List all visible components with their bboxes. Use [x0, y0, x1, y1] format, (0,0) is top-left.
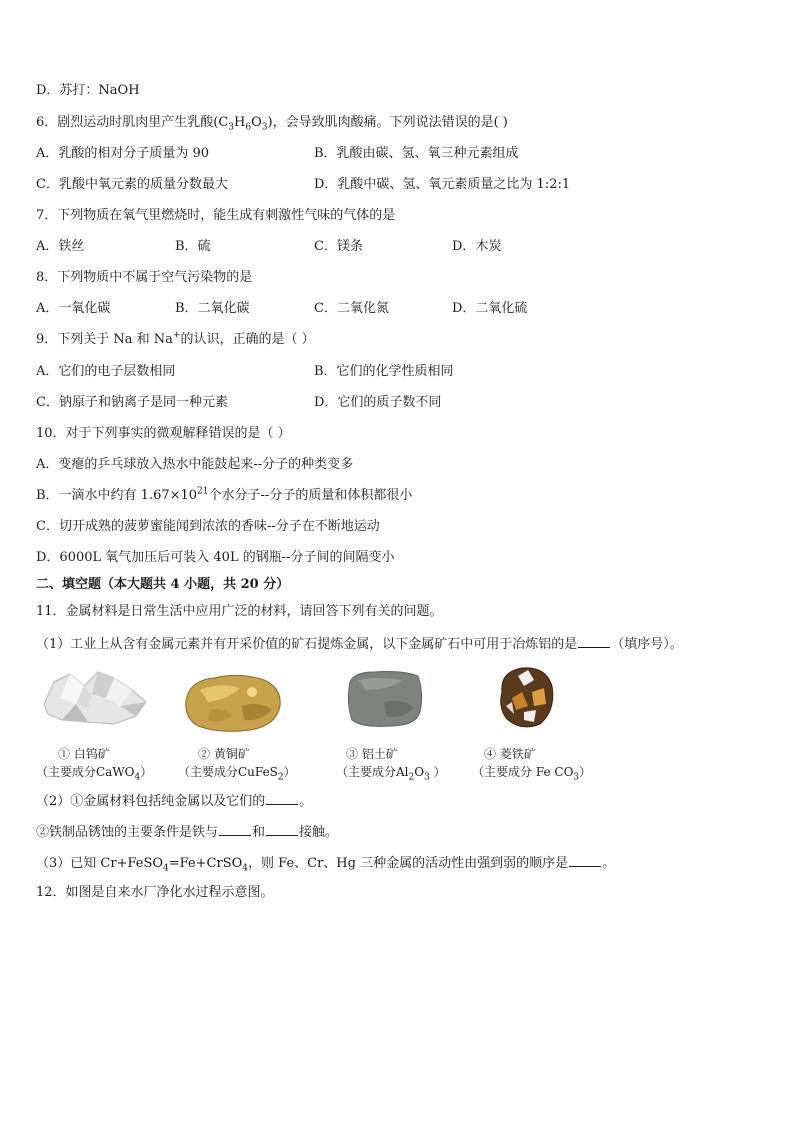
q10-option-d: D．6000L 氧气加压后可装入 40L 的钢瓶--分子间的间隔变小: [36, 550, 395, 565]
ore-name-2: ② 黄铜矿: [198, 747, 250, 761]
bauxite-image: [344, 668, 426, 730]
ore-formula-2: [178, 764, 296, 783]
q6-stem-part: O: [251, 115, 262, 130]
q10-stem: 10．对于下列事实的微观解释错误的是（ ）: [36, 426, 291, 441]
q9-stem: [36, 331, 315, 349]
q11-part2-text: 。: [299, 794, 313, 809]
q11-part2c-text: 和: [252, 825, 266, 840]
q11-part2: [36, 791, 312, 811]
q10-option-b-part: 个水分子--分子的质量和体积都很小: [208, 488, 413, 503]
answer-blank[interactable]: [578, 634, 610, 648]
q8-option-d: D．二氧化硫: [452, 301, 528, 316]
ore-formula-text: （主要成分CuFeS: [178, 765, 278, 779]
section-title: 二、填空题（本大题共 4 小题，共 20 分）: [36, 577, 290, 592]
q8-option-a: A．一氧化碳: [36, 301, 111, 316]
q8-stem: 8．下列物质中不属于空气污染物的是: [36, 270, 253, 285]
ore-formula-text: O: [414, 765, 425, 779]
q11-part2c-text: 接触。: [299, 825, 339, 840]
q11-stem: 11．金属材料是日常生活中应用广泛的材料，请回答下列有关的问题。: [36, 604, 443, 619]
q10-superscript: 21: [197, 486, 209, 497]
q9-option-c: C．钠原子和钠离子是同一种元素: [36, 395, 228, 410]
q10-option-c: C．切开成熟的菠萝蜜能闻到浓浓的香味--分子在不断地运动: [36, 519, 380, 534]
ore-formula-4: [472, 764, 592, 783]
answer-blank[interactable]: [266, 791, 298, 805]
ore-formula-sub: 3: [573, 772, 580, 783]
ore-formula-text: ）: [283, 765, 296, 779]
q6-stem: [36, 114, 508, 132]
ore-formula-text: （主要成分CaWO: [36, 765, 135, 779]
q11-part3-sub: 4: [242, 863, 249, 874]
q6-option-a: A．乳酸的相对分子质量为 90: [36, 146, 210, 161]
q11-part2c-text: ②铁制品锈蚀的主要条件是铁与: [36, 825, 219, 840]
ore-formula-sub: 2: [277, 772, 284, 783]
q6-option-d: D．乳酸中碳、氢、氧元素质量之比为 1:2:1: [314, 177, 571, 192]
ore-formula-sub: 2: [408, 772, 415, 783]
q11-part2-c: [36, 822, 338, 842]
ore-formula-text: ）: [579, 765, 592, 779]
ore-name-1: ① 白钨矿: [58, 747, 110, 761]
q6-stem-part: 6．剧烈运动时肌肉里产生乳酸(C: [36, 115, 229, 130]
ore-formula-text: （主要成分 Fe CO: [472, 765, 574, 779]
ore-formula-3: [336, 764, 446, 783]
q6-option-b: B．乳酸由碳、氢、氧三种元素组成: [314, 146, 519, 161]
answer-blank[interactable]: [569, 853, 601, 867]
q11-part3-text: ，则 Fe、Cr、Hg 三种金属的活动性由强到弱的顺序是: [248, 856, 569, 871]
ore-formula-sub: 4: [134, 772, 141, 783]
q11-part3-text: （3）已知 Cr+FeSO: [36, 856, 164, 871]
q9-option-d: D．它们的质子数不同: [314, 395, 442, 410]
ore-formula-text: ）: [140, 765, 153, 779]
ore-name-3: ③ 铝土矿: [346, 747, 398, 761]
q11-part3-sub: 4: [163, 863, 169, 874]
q10-option-a: A．变瘪的乒乓球放入热水中能鼓起来--分子的种类变多: [36, 457, 354, 472]
q9-option-a: A．它们的电子层数相同: [36, 364, 176, 379]
q11-part3: [36, 853, 615, 873]
q7-option-b: B．硫: [175, 239, 211, 254]
q11-part3-text: 。: [602, 856, 616, 871]
q6-stem-part: )，会导致肌肉酸痛。下列说法错误的是( ): [267, 115, 508, 130]
q5-option-d: D．苏打：NaOH: [36, 83, 140, 98]
ore-formula-text: （主要成分Al: [336, 765, 409, 779]
siderite-image: [494, 662, 558, 732]
q6-subscript: 3: [228, 122, 235, 133]
q7-option-a: A．铁丝: [36, 239, 85, 254]
q11-part1-text: （填序号）。: [611, 637, 683, 652]
q9-option-b: B．它们的化学性质相同: [314, 364, 454, 379]
q6-stem-part: H: [234, 115, 246, 130]
q9-superscript: +: [172, 330, 181, 341]
answer-blank[interactable]: [219, 822, 251, 836]
q6-option-c: C．乳酸中氧元素的质量分数最大: [36, 177, 228, 192]
ore-formula-sub: 3: [424, 772, 430, 783]
chalcopyrite-image: [180, 670, 286, 734]
q11-part2-text: （2）①金属材料包括纯金属以及它们的: [36, 794, 266, 809]
ore-formula-text: ）: [429, 765, 446, 779]
q10-option-b: [36, 487, 412, 505]
ore-formula-1: [36, 764, 153, 783]
q7-stem: 7．下列物质在氧气里燃烧时，能生成有刺激性气味的气体的是: [36, 208, 396, 223]
tungsten-ore-image: [40, 664, 150, 730]
answer-blank[interactable]: [266, 822, 298, 836]
q10-option-b-part: B．一滴水中约有 1.67×10: [36, 488, 198, 503]
q7-option-c: C．镁条: [314, 239, 363, 254]
q9-stem-part: 的认识，正确的是（ ）: [180, 332, 315, 347]
q12-stem: 12．如图是自来水厂净化水过程示意图。: [36, 885, 274, 900]
q8-option-c: C．二氧化氮: [314, 301, 389, 316]
q6-subscript: 6: [245, 122, 252, 133]
q9-stem-part: 9．下列关于 Na 和 Na: [36, 332, 173, 347]
q11-part3-text: =Fe+CrSO: [168, 856, 243, 871]
q11-part1-text: （1）工业上从含有金属元素并有开采价值的矿石提炼金属，以下金属矿石中可用于冶炼铝的是: [36, 637, 578, 652]
q7-option-d: D．木炭: [452, 239, 502, 254]
ore-name-4: ④ 菱铁矿: [484, 747, 536, 761]
q6-subscript: 3: [261, 122, 268, 133]
q8-option-b: B．二氧化碳: [175, 301, 250, 316]
q11-part1: [36, 634, 683, 654]
